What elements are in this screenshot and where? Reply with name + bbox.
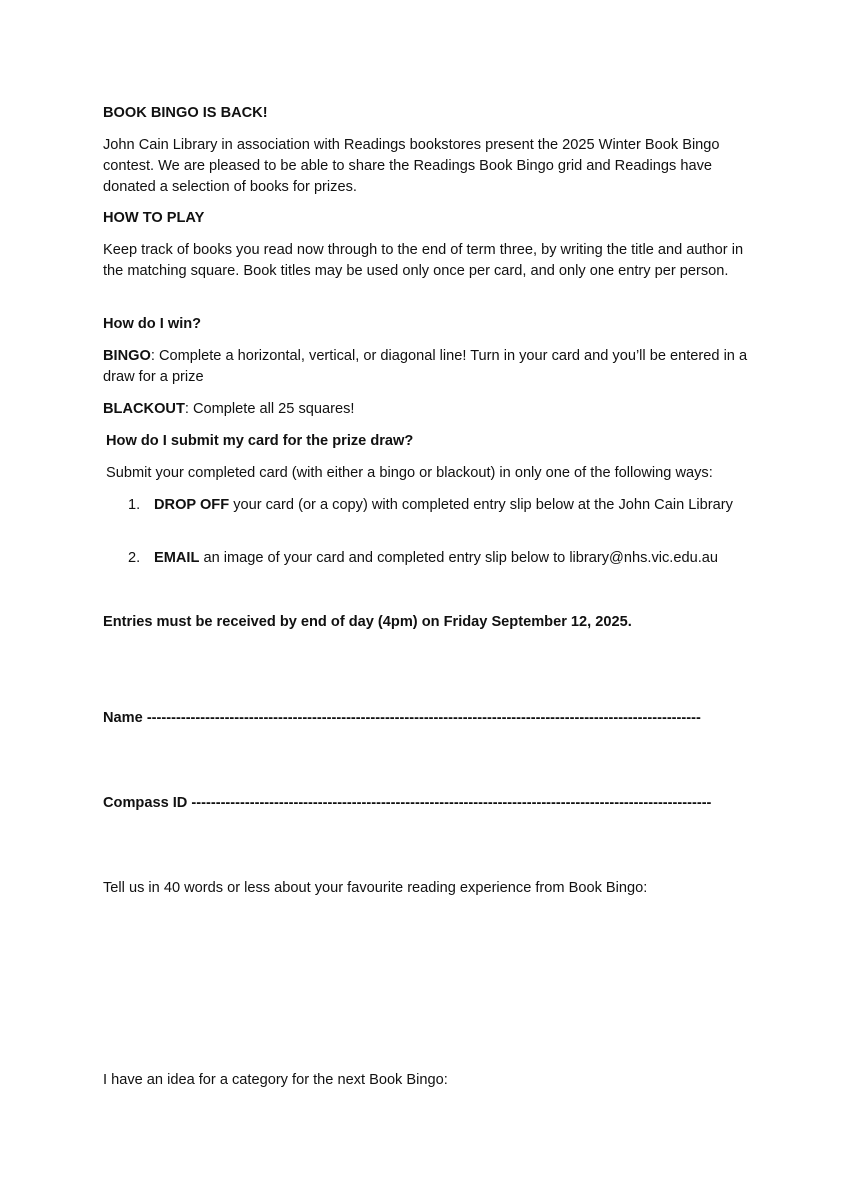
blackout-rule	[103, 399, 748, 420]
list-number: 1.	[128, 497, 141, 513]
bingo-rule	[103, 346, 748, 388]
compass-id-label: Compass ID	[103, 795, 192, 811]
email-text: an image of your card and completed entry slip below to library@nhs.vic.edu.au	[199, 550, 718, 566]
drop-off-label: DROP OFF	[154, 497, 230, 513]
compass-id-dash-line: -----------------------------------------------------------------------------------------------------------	[191, 795, 712, 811]
page-heading: BOOK BINGO IS BACK!	[103, 105, 268, 121]
list-number: 2.	[128, 550, 141, 566]
list-item	[128, 548, 748, 569]
bingo-text: : Complete a horizontal, vertical, or diagonal line! Turn in your card and you’ll be entered in a draw for a prize	[103, 348, 748, 385]
intro-paragraph: John Cain Library in association with Readings bookstores present the 2025 Winter Book Bingo contest. We are pleased to be able to share the Readings Book Bingo grid and Readings have donated a selection of books for prizes.	[103, 137, 720, 195]
name-dash-line: ------------------------------------------------------------------------------------------------------------------	[146, 710, 701, 726]
how-to-play-heading: HOW TO PLAY	[103, 210, 205, 226]
deadline-notice: Entries must be received by end of day (4pm) on Friday September 12, 2025.	[103, 614, 632, 630]
submit-heading: How do I submit my card for the prize draw?	[106, 433, 414, 449]
list-item	[128, 495, 748, 537]
drop-off-text: your card (or a copy) with completed entry slip below at the John Cain Library	[229, 497, 733, 513]
submit-paragraph: Submit your completed card (with either a bingo or blackout) in only one of the following ways:	[106, 465, 713, 481]
bingo-label: BINGO	[103, 348, 151, 364]
how-to-play-paragraph: Keep track of books you read now through to the end of term three, by writing the title and author in the matching square. Book titles may be used only once per card, and only one entry per person.	[103, 242, 744, 279]
category-idea-prompt: I have an idea for a category for the next Book Bingo:	[103, 1072, 448, 1088]
compass-id-field[interactable]	[103, 793, 748, 814]
name-field[interactable]	[103, 708, 748, 729]
blackout-label: BLACKOUT	[103, 401, 185, 417]
favourite-experience-prompt: Tell us in 40 words or less about your favourite reading experience from Book Bingo:	[103, 880, 648, 896]
name-label: Name	[103, 710, 147, 726]
email-label: EMAIL	[154, 550, 200, 566]
blackout-text: : Complete all 25 squares!	[184, 401, 355, 417]
list-item-text	[154, 548, 748, 569]
how-to-win-heading: How do I win?	[103, 316, 202, 332]
list-item-text	[154, 495, 748, 516]
